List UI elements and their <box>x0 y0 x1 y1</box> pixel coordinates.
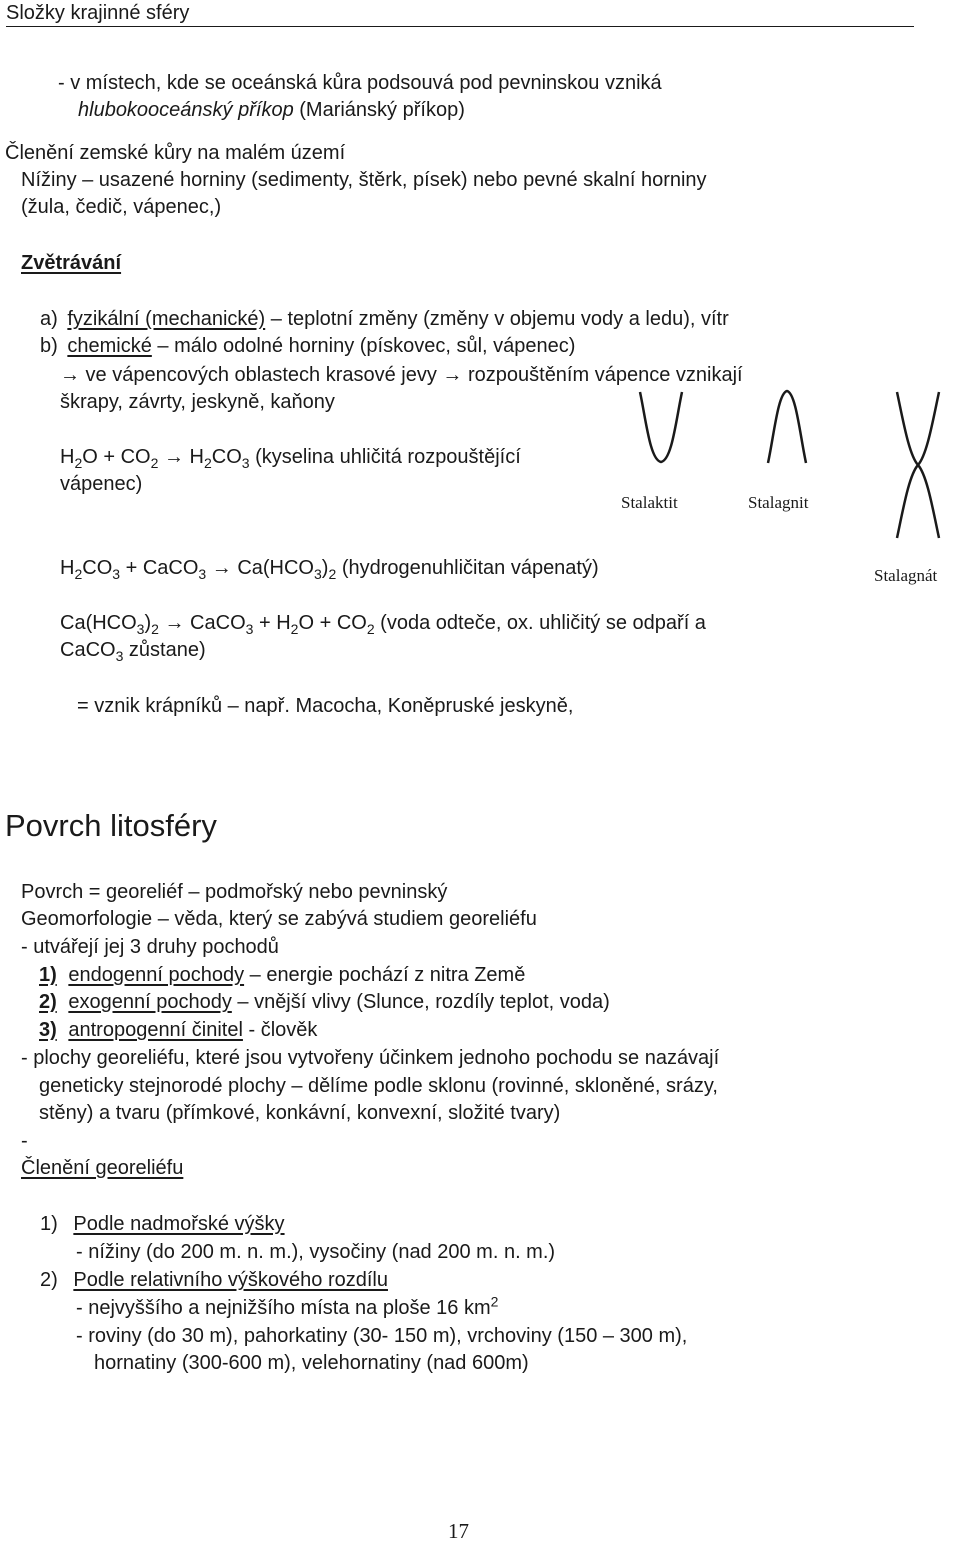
item-a-term: fyzikální (mechanické) <box>67 308 266 330</box>
division-2-sub-2a: - roviny (do 30 m), pahorkatiny (30- 150 m), vrchoviny (150 – 300 m), <box>76 1325 688 1347</box>
litho-line-1: Povrch = georeliéf – podmořský nebo pevninský <box>21 881 448 903</box>
division-2-sub-1-text: - nejvyššího a nejnižšího místa na ploše 16 km <box>76 1297 491 1319</box>
division-item-2 <box>40 1267 388 1293</box>
stalagnit-figure <box>762 385 812 465</box>
process-1-term: endogenní pochody <box>68 964 245 986</box>
arrow-icon: → <box>211 557 232 579</box>
process-1-num: 1) <box>39 964 57 986</box>
item-b-prefix: b) <box>40 335 58 357</box>
process-2-term: exogenní pochody <box>68 991 232 1013</box>
division-2-term: Podle relativního výškového rozdílu <box>73 1269 388 1291</box>
stalaktit-label: Stalaktit <box>621 493 678 512</box>
section-title: Povrch litosféry <box>5 808 217 843</box>
process-2-num: 2) <box>39 991 57 1013</box>
intro-line-2 <box>78 97 465 123</box>
trench-term: hlubokooceánský příkop <box>78 99 294 121</box>
stalaktit-figure <box>636 390 686 470</box>
item-b-term: chemické <box>67 335 152 357</box>
litho-line-3: - utvářejí jej 3 druhy pochodů <box>21 936 279 958</box>
formation-result: = vznik krápníků – např. Macocha, Koněpruské jeskyně, <box>77 695 574 717</box>
page-header <box>6 0 914 27</box>
division-2-sub-2b: hornatiny (300-600 m), velehornatiny (nad 600m) <box>94 1352 529 1374</box>
stalagnat-figure <box>893 390 943 540</box>
karst-text-2: rozpouštěním vápence vznikají <box>462 364 743 386</box>
crust-line-2: (žula, čedič, vápenec,) <box>21 196 222 218</box>
item-b-rest: – málo odolné horniny (pískovec, sůl, vápenec) <box>151 335 576 357</box>
intro-line-1: - v místech, kde se oceánská kůra podsouvá pod pevninskou vzniká <box>58 72 662 94</box>
division-title: Členění georeliéfu <box>21 1157 184 1179</box>
process-3-num: 3) <box>39 1019 57 1041</box>
page-number: 17 <box>448 1519 469 1543</box>
karst-text-1: ve vápencových oblastech krasové jevy <box>80 364 443 386</box>
formula-3: $Ca(HCO_3)_2$ → CaCO$_3$ + $H_2O + CO_2$ (voda odteče, ox. uhličitý se odpaří a <box>60 612 706 637</box>
header-title: Složky krajinné sféry <box>6 2 190 24</box>
division-2-num: 2) <box>40 1269 58 1291</box>
item-a-prefix: a) <box>40 308 58 330</box>
stalagnit-label: Stalagnit <box>748 493 809 512</box>
division-1-sub: - nížiny (do 200 m. n. m.), vysočiny (nad 200 m. n. m.) <box>76 1241 556 1263</box>
division-1-term: Podle nadmořské výšky <box>73 1213 285 1235</box>
karst-line-1 <box>60 362 743 388</box>
trench-example: (Mariánský příkop) <box>293 99 465 121</box>
division-1-num: 1) <box>40 1213 58 1235</box>
weathering-heading: Zvětrávání <box>21 252 122 274</box>
process-3-rest: - člověk <box>242 1019 318 1041</box>
formula-1: $H_2O + CO_2 \to H_2CO_3$ (kyselina uhličitá rozpouštějící <box>60 446 521 471</box>
arrow-icon: → <box>442 364 463 386</box>
division-item-1 <box>40 1211 285 1237</box>
litho-line-4b: geneticky stejnorodé plochy – dělíme podle sklonu (rovinné, skloněné, srázy, <box>39 1075 718 1097</box>
litho-dash: - <box>21 1130 28 1152</box>
formula-2-desc: (hydrogenuhličitan vápenatý) <box>336 557 599 579</box>
formula-3-desc: (voda odteče, ox. uhličitý se odpaří a <box>374 612 706 634</box>
formula-3-line-2: CaCO$_3$ zůstane) <box>60 639 206 664</box>
formula-1-desc: (kyselina uhličitá rozpouštějící <box>249 446 521 468</box>
formula-2: $H_2CO_3$ + CaCO$_3$ → $Ca(HCO_3)_2$ (hydrogenuhličitan vápenatý) <box>60 557 599 582</box>
process-item-1 <box>39 962 525 988</box>
stalagnat-label: Stalagnát <box>874 566 938 585</box>
formula-1-line-2: vápenec) <box>60 473 143 495</box>
process-3-term: antropogenní činitel <box>68 1019 243 1041</box>
formula-3-line-2-rest: zůstane) <box>123 639 206 661</box>
crust-line-1: Nížiny – usazené horniny (sedimenty, štěrk, písek) nebo pevné skalní horniny <box>21 169 707 191</box>
arrow-icon: → <box>60 364 80 386</box>
crust-title: Členění zemské kůry na malém území <box>5 142 346 164</box>
division-2-sub-1-sup: 2 <box>490 1293 499 1310</box>
arrow-icon: → <box>164 612 185 634</box>
karst-line-2: škrapy, závrty, jeskyně, kaňony <box>60 391 335 413</box>
division-2-sub-1 <box>76 1295 498 1321</box>
litho-line-4c: stěny) a tvaru (přímkové, konkávní, konvexní, složité tvary) <box>39 1102 561 1124</box>
arrow-icon: → <box>163 446 184 468</box>
process-item-2 <box>39 989 610 1015</box>
process-item-3 <box>39 1017 317 1043</box>
litho-line-2: Geomorfologie – věda, který se zabývá studiem georeliéfu <box>21 908 537 930</box>
process-2-rest: – vnější vlivy (Slunce, rozdíly teplot, voda) <box>231 991 610 1013</box>
litho-line-4a: - plochy georeliéfu, které jsou vytvořeny účinkem jednoho pochodu se nazávají <box>21 1047 720 1069</box>
weathering-item-a <box>40 306 729 332</box>
item-a-rest: – teplotní změny (změny v objemu vody a ledu), vítr <box>265 308 729 330</box>
weathering-item-b <box>40 333 575 359</box>
process-1-rest: – energie pochází z nitra Země <box>244 964 526 986</box>
